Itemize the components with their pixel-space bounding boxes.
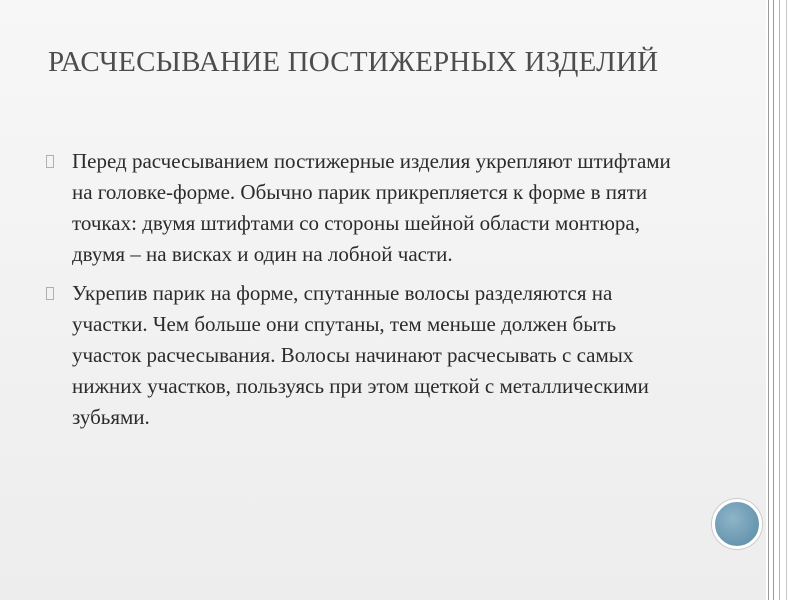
bullet-marker-icon bbox=[46, 155, 54, 168]
bullet-text: Перед расчесыванием постижерные изделия укрепляют штифтами на головке-форме. Обычно парик прикрепляется к форме в пяти точках: двумя штифтами со стороны шейной области монтюра, двумя – на висках и один на лобной части. bbox=[72, 149, 671, 266]
bullet-item bbox=[46, 278, 686, 433]
bullet-text: Укрепив парик на форме, спутанные волосы разделяются на участки. Чем больше они спутаны, тем меньше должен быть участок расчесывания. Волосы начинают расчесывать с самых нижних участков, пользуясь при этом щеткой с металлическими зубьями. bbox=[72, 281, 649, 429]
rail-divider-line bbox=[779, 0, 780, 600]
slide-title: РАСЧЕСЫВАНИЕ ПОСТИЖЕРНЫХ ИЗДЕЛИЙ bbox=[48, 46, 659, 78]
rail-divider-line bbox=[773, 0, 774, 600]
bullet-marker-icon bbox=[46, 287, 54, 300]
bullet-list bbox=[46, 146, 686, 441]
rail-divider-line bbox=[786, 0, 787, 600]
decorative-side-rail bbox=[766, 0, 800, 600]
bullet-item bbox=[46, 146, 686, 270]
rail-divider-line bbox=[768, 0, 769, 600]
circle-ornament-icon bbox=[712, 499, 762, 549]
